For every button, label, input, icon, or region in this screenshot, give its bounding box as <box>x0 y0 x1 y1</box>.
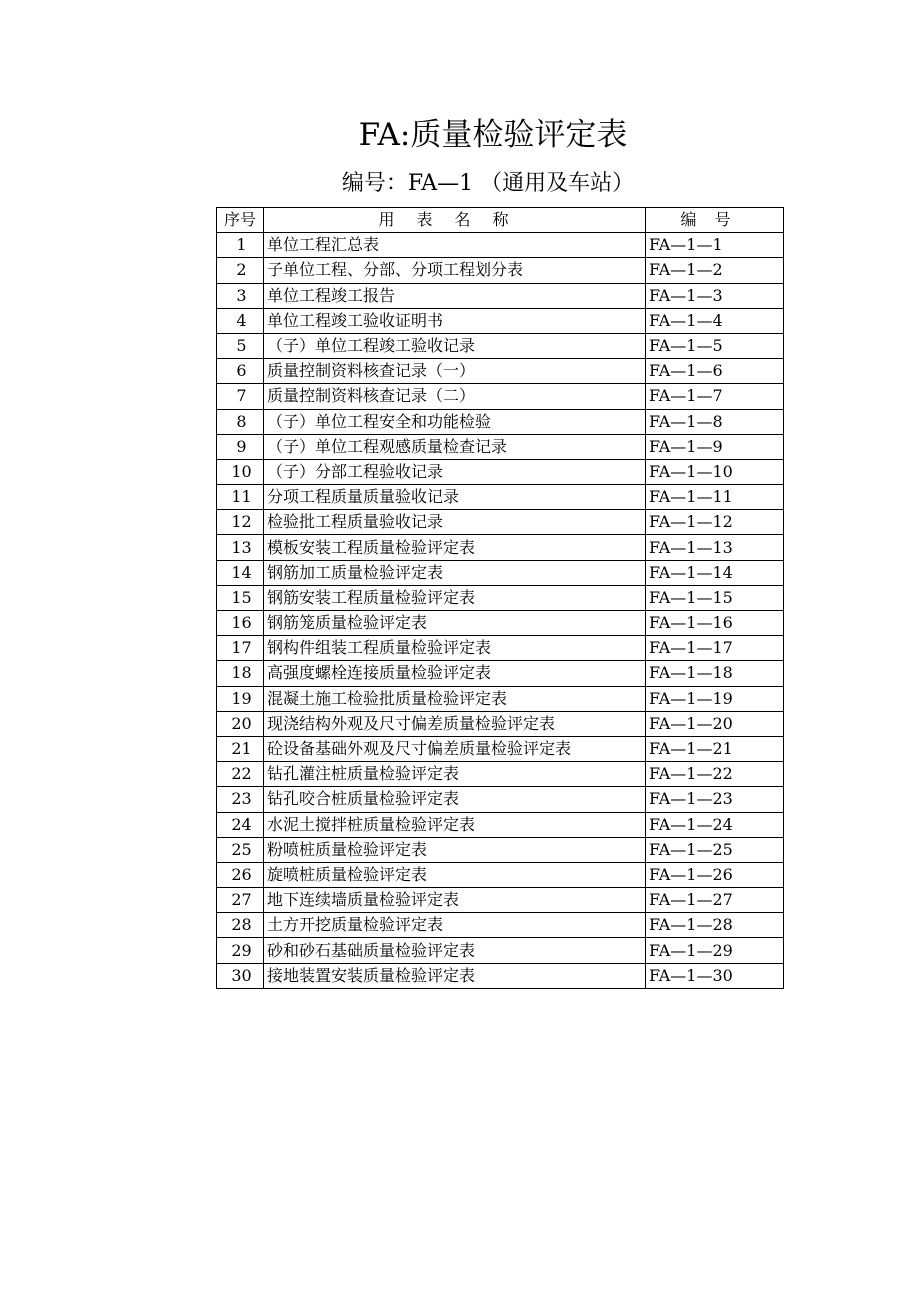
row-name-cell: 模板安装工程质量检验评定表 <box>264 535 646 560</box>
row-seq-cell: 11 <box>217 485 264 510</box>
row-seq-cell: 22 <box>217 762 264 787</box>
row-name-cell: 粉喷桩质量检验评定表 <box>264 837 646 862</box>
row-name-cell: 检验批工程质量验收记录 <box>264 510 646 535</box>
row-code-cell: FA—1—10 <box>646 459 784 484</box>
header-name-label: 用表名称 <box>378 210 531 230</box>
row-seq-cell: 13 <box>217 535 264 560</box>
table-row <box>217 938 784 963</box>
form-index-table <box>216 207 784 989</box>
table-row <box>217 459 784 484</box>
table-row <box>217 233 784 258</box>
row-seq-cell: 17 <box>217 636 264 661</box>
row-name-cell: 单位工程竣工验收证明书 <box>264 308 646 333</box>
row-name-cell: 混凝土施工检验批质量检验评定表 <box>264 686 646 711</box>
row-seq-cell: 30 <box>217 963 264 988</box>
row-name-cell: 接地装置安装质量检验评定表 <box>264 963 646 988</box>
row-code-cell: FA—1—26 <box>646 862 784 887</box>
table-body <box>217 233 784 989</box>
table-row <box>217 611 784 636</box>
table-row <box>217 888 784 913</box>
row-seq-cell: 27 <box>217 888 264 913</box>
table-row <box>217 585 784 610</box>
table-row <box>217 837 784 862</box>
row-seq-cell: 9 <box>217 434 264 459</box>
row-seq-cell: 23 <box>217 787 264 812</box>
row-name-cell: 质量控制资料核查记录（二） <box>264 384 646 409</box>
row-code-cell: FA—1—23 <box>646 787 784 812</box>
row-name-cell: （子）单位工程安全和功能检验 <box>264 409 646 434</box>
row-seq-cell: 20 <box>217 711 264 736</box>
row-name-cell: 土方开挖质量检验评定表 <box>264 913 646 938</box>
row-name-cell: 钢筋加工质量检验评定表 <box>264 560 646 585</box>
row-seq-cell: 16 <box>217 611 264 636</box>
row-name-cell: 砼设备基础外观及尺寸偏差质量检验评定表 <box>264 736 646 761</box>
row-seq-cell: 6 <box>217 359 264 384</box>
row-code-cell: FA—1—21 <box>646 736 784 761</box>
row-name-cell: 砂和砂石基础质量检验评定表 <box>264 938 646 963</box>
row-code-cell: FA—1—2 <box>646 258 784 283</box>
row-code-cell: FA—1—25 <box>646 837 784 862</box>
table-row <box>217 686 784 711</box>
row-seq-cell: 29 <box>217 938 264 963</box>
row-code-cell: FA—1—18 <box>646 661 784 686</box>
row-code-cell: FA—1—29 <box>646 938 784 963</box>
table-row <box>217 535 784 560</box>
row-name-cell: 子单位工程、分部、分项工程划分表 <box>264 258 646 283</box>
table-row <box>217 963 784 988</box>
row-seq-cell: 12 <box>217 510 264 535</box>
row-code-cell: FA—1—30 <box>646 963 784 988</box>
row-seq-cell: 24 <box>217 812 264 837</box>
row-code-cell: FA—1—6 <box>646 359 784 384</box>
row-seq-cell: 19 <box>217 686 264 711</box>
table-row <box>217 736 784 761</box>
table-row <box>217 560 784 585</box>
row-name-cell: 水泥土搅拌桩质量检验评定表 <box>264 812 646 837</box>
row-code-cell: FA—1—9 <box>646 434 784 459</box>
row-name-cell: （子）分部工程验收记录 <box>264 459 646 484</box>
row-code-cell: FA—1—4 <box>646 308 784 333</box>
row-seq-cell: 18 <box>217 661 264 686</box>
table-row <box>217 258 784 283</box>
row-name-cell: 钢构件组装工程质量检验评定表 <box>264 636 646 661</box>
row-name-cell: 钢筋笼质量检验评定表 <box>264 611 646 636</box>
row-name-cell: 现浇结构外观及尺寸偏差质量检验评定表 <box>264 711 646 736</box>
row-name-cell: 质量控制资料核查记录（一） <box>264 359 646 384</box>
row-name-cell: 分项工程质量质量验收记录 <box>264 485 646 510</box>
row-code-cell: FA—1—28 <box>646 913 784 938</box>
row-name-cell: 单位工程竣工报告 <box>264 283 646 308</box>
row-seq-cell: 25 <box>217 837 264 862</box>
table-row <box>217 308 784 333</box>
table-row <box>217 711 784 736</box>
table-row <box>217 762 784 787</box>
row-seq-cell: 3 <box>217 283 264 308</box>
row-seq-cell: 21 <box>217 736 264 761</box>
row-code-cell: FA—1—12 <box>646 510 784 535</box>
table-row <box>217 787 784 812</box>
row-code-cell: FA—1—24 <box>646 812 784 837</box>
document-title: FA:质量检验评定表 <box>358 117 628 153</box>
row-seq-cell: 15 <box>217 585 264 610</box>
row-code-cell: FA—1—17 <box>646 636 784 661</box>
header-name <box>264 208 646 233</box>
table-row <box>217 283 784 308</box>
header-code <box>646 208 784 233</box>
row-seq-cell: 1 <box>217 233 264 258</box>
table-row <box>217 913 784 938</box>
row-code-cell: FA—1—8 <box>646 409 784 434</box>
row-seq-cell: 4 <box>217 308 264 333</box>
table-header-row <box>217 208 784 233</box>
row-code-cell: FA—1—22 <box>646 762 784 787</box>
document-subtitle: 编号：FA—1 （通用及车站） <box>341 171 635 196</box>
table-row <box>217 862 784 887</box>
row-code-cell: FA—1—20 <box>646 711 784 736</box>
row-name-cell: 钢筋安装工程质量检验评定表 <box>264 585 646 610</box>
row-name-cell: 钻孔灌注桩质量检验评定表 <box>264 762 646 787</box>
table-row <box>217 812 784 837</box>
header-seq: 序号 <box>217 208 264 233</box>
table-row <box>217 384 784 409</box>
row-name-cell: 地下连续墙质量检验评定表 <box>264 888 646 913</box>
row-code-cell: FA—1—3 <box>646 283 784 308</box>
row-name-cell: （子）单位工程竣工验收记录 <box>264 333 646 358</box>
row-code-cell: FA—1—16 <box>646 611 784 636</box>
row-code-cell: FA—1—1 <box>646 233 784 258</box>
row-code-cell: FA—1—5 <box>646 333 784 358</box>
row-code-cell: FA—1—19 <box>646 686 784 711</box>
table-row <box>217 409 784 434</box>
row-seq-cell: 10 <box>217 459 264 484</box>
row-name-cell: 高强度螺栓连接质量检验评定表 <box>264 661 646 686</box>
row-seq-cell: 2 <box>217 258 264 283</box>
row-code-cell: FA—1—11 <box>646 485 784 510</box>
row-name-cell: 钻孔咬合桩质量检验评定表 <box>264 787 646 812</box>
row-seq-cell: 7 <box>217 384 264 409</box>
row-seq-cell: 8 <box>217 409 264 434</box>
row-seq-cell: 14 <box>217 560 264 585</box>
row-seq-cell: 5 <box>217 333 264 358</box>
row-seq-cell: 26 <box>217 862 264 887</box>
row-seq-cell: 28 <box>217 913 264 938</box>
table-row <box>217 485 784 510</box>
table-row <box>217 359 784 384</box>
row-code-cell: FA—1—14 <box>646 560 784 585</box>
row-name-cell: 单位工程汇总表 <box>264 233 646 258</box>
row-code-cell: FA—1—13 <box>646 535 784 560</box>
table-row <box>217 661 784 686</box>
table-row <box>217 434 784 459</box>
row-name-cell: （子）单位工程观感质量检查记录 <box>264 434 646 459</box>
header-code-label: 编号 <box>680 210 749 230</box>
row-code-cell: FA—1—7 <box>646 384 784 409</box>
table-row <box>217 333 784 358</box>
row-code-cell: FA—1—27 <box>646 888 784 913</box>
table-row <box>217 510 784 535</box>
row-name-cell: 旋喷桩质量检验评定表 <box>264 862 646 887</box>
table-row <box>217 636 784 661</box>
row-code-cell: FA—1—15 <box>646 585 784 610</box>
